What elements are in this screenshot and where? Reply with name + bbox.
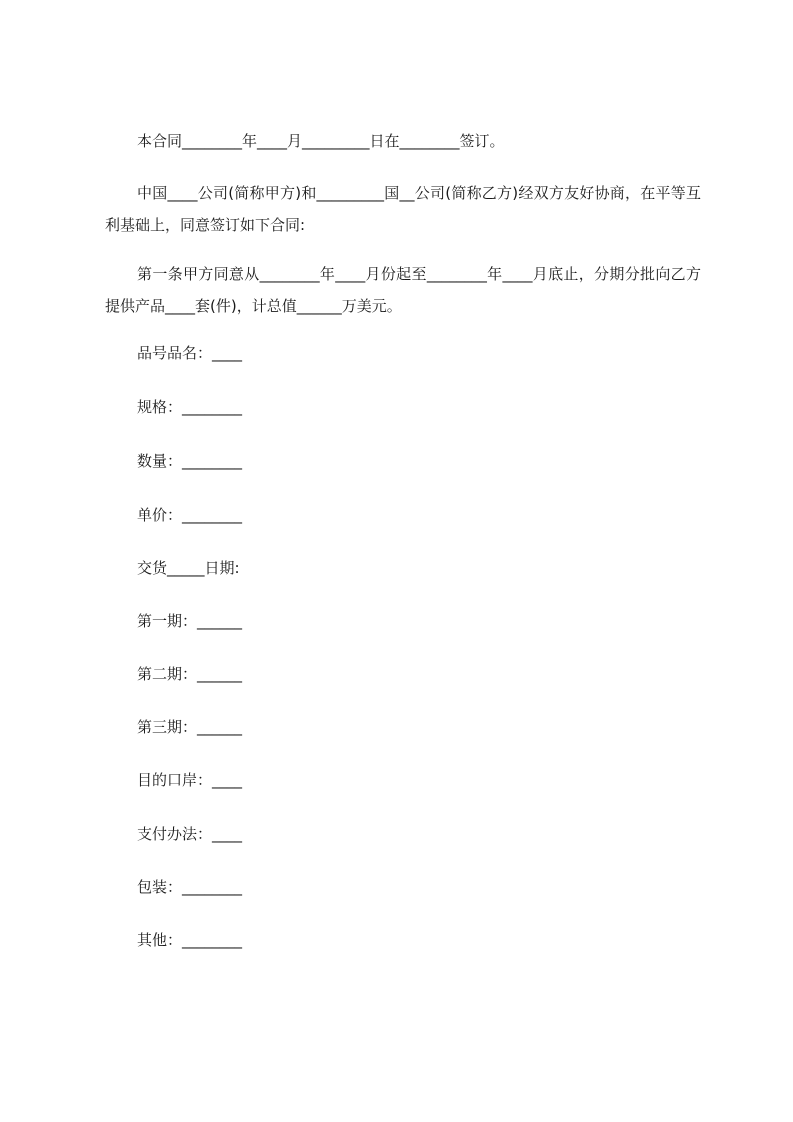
- field-unit-price: 单价：________: [137, 506, 243, 524]
- field-phase-2: 第二期：______: [137, 665, 243, 683]
- field-other: 其他：________: [137, 931, 243, 949]
- field-packaging: 包装：________: [137, 878, 243, 896]
- field-payment-method: 支付办法：____: [137, 825, 243, 843]
- article-1-paragraph: 第一条甲方同意从________年____月份起至________年____月底止，分期分批向乙方提供产品____套(件)，计总值______万美元。: [105, 265, 701, 315]
- field-phase-3: 第三期：______: [137, 718, 243, 736]
- field-product-name: 品号品名：____: [137, 344, 243, 362]
- contract-opening-line: 本合同________年____月_________日在________签订。: [137, 132, 505, 150]
- field-specification: 规格：________: [137, 398, 243, 416]
- field-destination-port: 目的口岸：____: [137, 771, 243, 789]
- contract-parties-paragraph: 中国____公司(简称甲方)和_________国__公司(简称乙方)经双方友好协商，在平等互利基础上，同意签订如下合同:: [105, 184, 701, 234]
- field-phase-1: 第一期：______: [137, 612, 243, 630]
- field-quantity: 数量：________: [137, 452, 243, 470]
- field-delivery-date: 交货_____日期:: [137, 559, 240, 577]
